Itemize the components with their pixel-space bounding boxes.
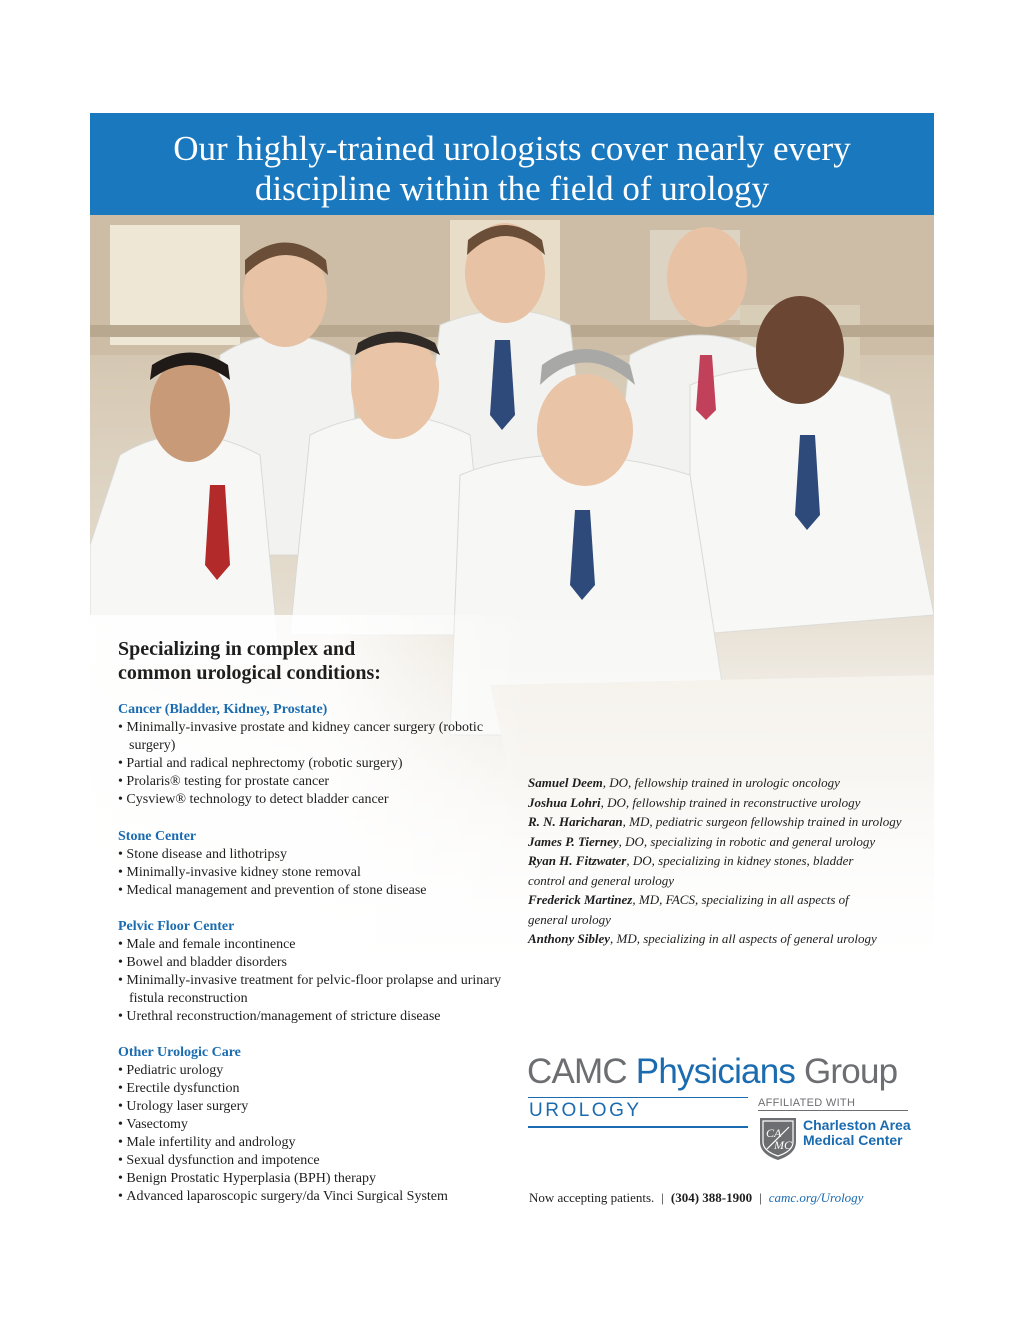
urology-label: UROLOGY xyxy=(529,1100,642,1121)
doctor-roster xyxy=(528,773,928,949)
charleston-area-medical-center-logo xyxy=(803,1118,911,1148)
doctor-name: Joshua Lohri xyxy=(528,794,601,810)
list-item: • Minimally-invasive prostate and kidney cancer surgery (robotic surgery) xyxy=(118,719,518,755)
headline-line-2: common urological conditions: xyxy=(118,662,381,684)
doctor-name: Anthony Sibley xyxy=(528,931,610,946)
list-item: • Minimally-invasive kidney stone removal xyxy=(118,864,518,882)
list-item: • Cysview® technology to detect bladder cancer xyxy=(118,791,518,809)
section-title-other-care: Other Urologic Care xyxy=(118,1045,241,1060)
doctor-entry xyxy=(528,929,928,949)
doctor-entry xyxy=(528,793,928,813)
doctor-name: Frederick Martinez xyxy=(528,892,633,907)
doctor-description: , MD, pediatric surgeon fellowship trained in urology xyxy=(622,814,902,829)
cac-line-1: Charleston Area xyxy=(803,1117,911,1133)
banner-line-1: Our highly-trained urologists cover nearly every xyxy=(173,129,851,168)
list-item: • Male and female incontinence xyxy=(118,936,518,954)
logo-camc-text: CAMC xyxy=(527,1052,636,1091)
doctor-name: Ryan H. Fitzwater xyxy=(528,853,627,868)
shield-bottom-letters: MC xyxy=(774,1138,792,1152)
affiliated-with-label: AFFILIATED WITH xyxy=(758,1097,856,1109)
camc-shield-icon xyxy=(758,1116,798,1162)
doctor-description: , DO, fellowship trained in reconstructive urology xyxy=(600,794,861,810)
shield-top-letters: CA xyxy=(766,1126,782,1140)
list-item: • Partial and radical nephrectomy (robotic surgery) xyxy=(118,755,518,773)
logo-group-text: Group xyxy=(795,1052,898,1091)
list-item: • Benign Prostatic Hyperplasia (BPH) therapy xyxy=(118,1170,518,1188)
doctor-name: R. N. Haricharan xyxy=(528,814,623,829)
list-item: • Male infertility and andrology xyxy=(118,1134,518,1152)
cac-line-2: Medical Center xyxy=(803,1132,903,1148)
affiliated-rule xyxy=(758,1110,908,1111)
doctor-entry xyxy=(528,890,858,929)
website-link[interactable]: camc.org/Urology xyxy=(768,1190,864,1205)
list-item: • Urology laser surgery xyxy=(118,1098,518,1116)
list-item: • Medical management and prevention of stone disease xyxy=(118,882,518,900)
cancer-list xyxy=(118,719,518,809)
specializing-headline xyxy=(118,637,381,685)
urology-rule-top xyxy=(528,1097,748,1098)
list-item: • Stone disease and lithotripsy xyxy=(118,846,518,864)
list-item: • Prolaris® testing for prostate cancer xyxy=(118,773,518,791)
other-care-list xyxy=(118,1062,518,1206)
doctor-entry xyxy=(528,773,928,793)
section-cancer xyxy=(118,701,518,809)
footer-separator: | xyxy=(661,1190,664,1205)
list-item: • Minimally-invasive treatment for pelvic-floor prolapse and urinary fistula reconstruction xyxy=(118,972,518,1008)
section-other-care xyxy=(118,1044,518,1206)
phone-number: (304) 388-1900 xyxy=(670,1190,753,1205)
doctor-description: , DO, fellowship trained in urologic oncology xyxy=(602,775,840,790)
footer-separator: | xyxy=(759,1190,762,1205)
doctor-entry xyxy=(528,851,873,890)
doctor-description: , DO, specializing in robotic and general urology xyxy=(618,833,876,849)
list-item: • Pediatric urology xyxy=(118,1062,518,1080)
logo-physicians-text: Physicians xyxy=(635,1052,796,1091)
section-title-cancer: Cancer (Bladder, Kidney, Prostate) xyxy=(118,702,328,717)
section-title-pelvic-floor: Pelvic Floor Center xyxy=(118,919,235,934)
section-stone-center xyxy=(118,828,518,900)
list-item: • Urethral reconstruction/management of stricture disease xyxy=(118,1008,518,1026)
doctor-description: , MD, specializing in all aspects of general urology xyxy=(610,931,877,946)
list-item: • Vasectomy xyxy=(118,1116,518,1134)
doctor-description: , DO, specializing in kidney stones, bladder control and general urology xyxy=(528,853,854,888)
list-item: • Bowel and bladder disorders xyxy=(118,954,518,972)
headline-line-1: Specializing in complex and xyxy=(118,638,356,660)
doctor-name: James P. Tierney xyxy=(528,833,619,849)
stone-center-list xyxy=(118,846,518,900)
accepting-patients-text: Now accepting patients. xyxy=(529,1190,655,1205)
banner-line-2: discipline within the field of urology xyxy=(254,169,770,208)
list-item: • Sexual dysfunction and impotence xyxy=(118,1152,518,1170)
camc-physicians-group-logo xyxy=(527,1052,897,1092)
urology-rule xyxy=(528,1126,748,1128)
doctor-entry xyxy=(528,812,928,832)
section-pelvic-floor xyxy=(118,918,518,1026)
section-title-stone-center: Stone Center xyxy=(118,829,197,844)
list-item: • Advanced laparoscopic surgery/da Vinci Surgical System xyxy=(118,1188,518,1206)
list-item: • Erectile dysfunction xyxy=(118,1080,518,1098)
doctor-description: , MD, FACS, specializing in all aspects of general urology xyxy=(528,892,849,927)
pelvic-floor-list xyxy=(118,936,518,1026)
contact-footer xyxy=(529,1190,863,1206)
doctor-name: Samuel Deem xyxy=(528,775,603,790)
doctor-entry xyxy=(528,832,928,852)
